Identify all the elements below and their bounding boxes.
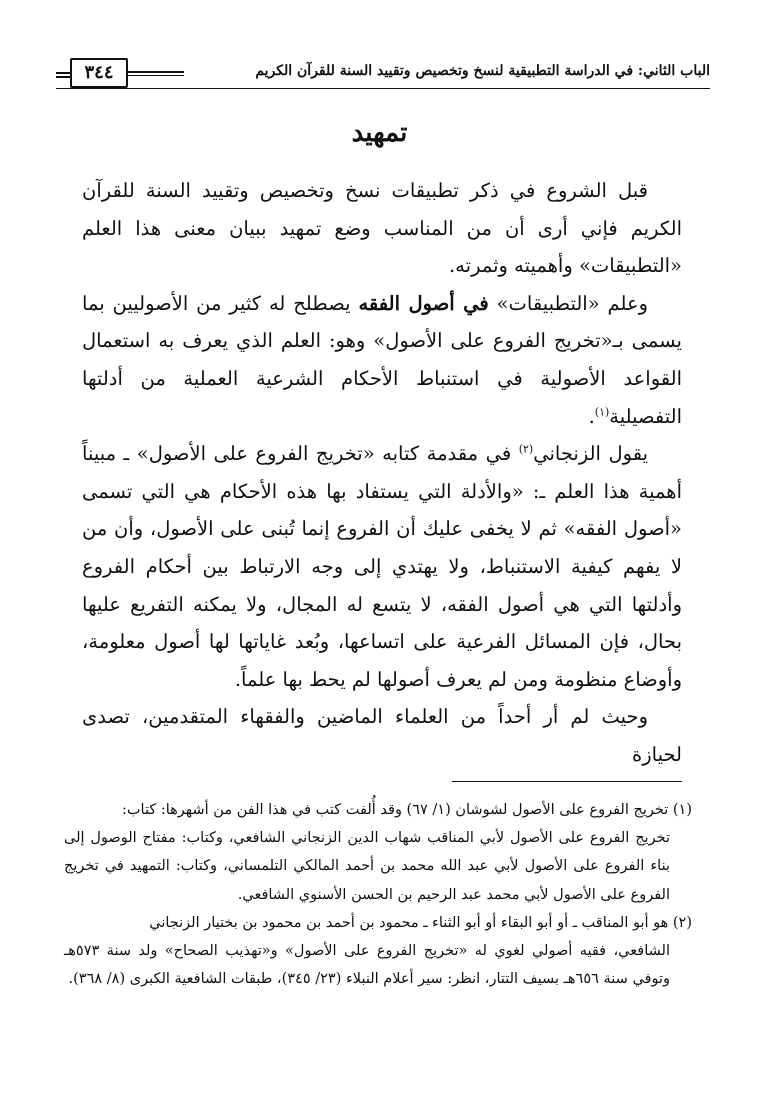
section-heading: تمهيد [351,118,408,148]
paragraph-3-text-a: يقول الزنجاني [533,442,648,466]
header-ornament-rule [126,71,184,76]
paragraph-3 [82,435,682,698]
running-header [56,56,710,90]
paragraph-2-text-a: وعلم «التطبيقات» [496,291,648,315]
body-text [82,172,682,774]
paragraph-4: وحيث لم أر أحداً من العلماء الماضين والفقهاء المتقدمين، تصدى لحيازة [82,705,682,766]
paragraph-2-text-b: يصطلح له كثير من الأصوليين بما يسمى بـ«تخريج الفروع على الأصول» وهو: العلم الذي يعرف به استعمال القواعد الأصولية في استنباط الأحكام الشرعية العملية من أدلتها التفصيلية [82,291,682,428]
footnote-ref-2[interactable]: (٢) [518,442,534,456]
footnote-2-first: (٢) هو أبو المناقب ـ أو أبو البقاء أو أبو الثناء ـ محمود بن أحمد بن محمود بن بختيار الزنجاني [149,914,692,931]
footnotes [64,796,692,993]
paragraph-2-end: . [588,404,595,428]
running-title: الباب الثاني: في الدراسة التطبيقية لنسخ وتخصيص وتقييد السنة للقرآن الكريم [255,63,710,79]
header-underline [56,88,710,89]
footnote-2-rest: الشافعي، فقيه أصولي لغوي له «تخريج الفروع على الأصول» و«تهذيب الصحاح» ولد سنة ٥٧٣هـ وتوفي سنة ٦٥٦هـ بسيف التتار، انظر: سير أعلام النبلاء (٢٣/ ٣٤٥)، طبقات الشافعية الكبرى (٨/ ٣٦٨). [64,943,670,988]
footnote-1-first: (١) تخريج الفروع على الأصول لشوشان (١/ ٦٧) وقد أُلفت كتب في هذا الفن من أشهرها: كتاب: [122,802,692,818]
paragraph-2-bold: في أصول الفقه [358,291,489,315]
paragraph-3-text-b: في مقدمة كتابه «تخريج الفروع على الأصول» ـ مبيناً أهمية هذا العلم ـ: «والأدلة التي يستفاد بها هذه الأحكام هي التي تسمى «أصول الفقه» ثم لا يخفى عليك أن الفروع إنما تُبنى على الأصول، وأن من لا يفهم كيفية الاستنباط، ولا يهتدي إلى وجه الارتباط بين أحكام الفروع وأدلتها التي هي أصول الفقه، لا يتسع له المجال، ولا يمكنه التفريع عليها بحال، فإن المسائل الفرعية على اتساعها، وبُعد غاياتها لها أصول معلومة، وأوضاع منظومة ومن لم يعرف أصولها لم يحط بها علماً. [82,442,682,691]
paragraph-2 [82,285,682,435]
footnote-separator [452,781,682,782]
footnote-1-rest: تخريج الفروع على الأصول لأبي المناقب شهاب الدين الزنجاني الشافعي، وكتاب: مفتاح الوصول إلى بناء الفروع على الأصول لأبي عبد الله محمد بن أحمد المالكي التلمساني، وكتاب: التمهيد في تخريج الفروع على الأصول لأبي محمد عبد الرحيم بن الحسن الأسنوي الشافعي. [64,830,670,903]
page-number: ٣٤٤ [70,58,128,88]
footnote-ref-1[interactable]: (١) [594,405,610,419]
paragraph-1: قبل الشروع في ذكر تطبيقات نسخ وتخصيص وتقييد السنة للقرآن الكريم فإني أرى أن من المناسب وضع تمهيد ببيان معنى هذا العلم «التطبيقات» وأهميته وثمرته. [82,179,682,278]
